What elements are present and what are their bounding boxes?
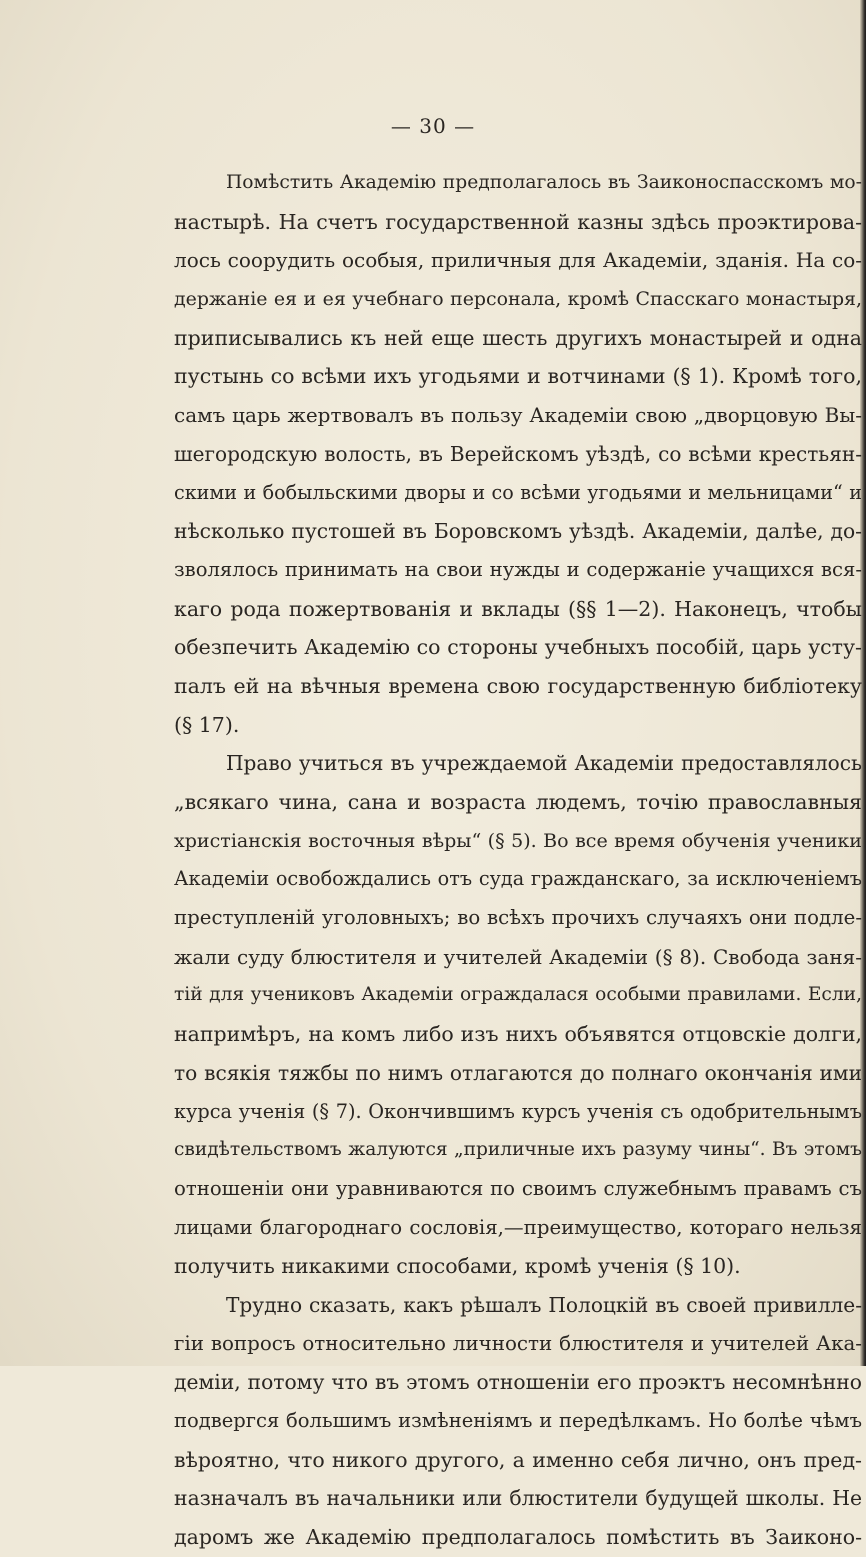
text-line: приписывались къ ней еще шесть другихъ монастырей и одна	[174, 325, 862, 350]
text-line: преступленій уголовныхъ; во всѣхъ прочихъ случаяхъ они подле-	[174, 906, 862, 930]
text-line: напримѣръ, на комъ либо изъ нихъ объявятся отцовскіе долги,	[174, 1022, 862, 1047]
text-line: пустынь со всѣми ихъ угодьями и вотчинами (§ 1). Кромѣ того,	[174, 364, 862, 389]
text-line: обезпечить Академію со стороны учебныхъ пособій, царь усту-	[174, 635, 862, 660]
text-line: свидѣтельствомъ жалуются „приличные ихъ разуму чины“. Въ этомъ	[174, 1139, 862, 1161]
text-line: (§ 17).	[174, 712, 240, 737]
text-line: курса ученія (§ 7). Окончившимъ курсъ ученія съ одобрительнымъ	[174, 1099, 862, 1123]
text-line: даромъ же Академію предполагалось помѣстить въ Заиконо-	[174, 1525, 862, 1550]
text-line: деміи, потому что въ этомъ отношеніи его проэктъ несомнѣнно	[174, 1370, 862, 1395]
text-line: каго рода пожертвованія и вклады (§§ 1—2). Наконецъ, чтобы	[174, 596, 862, 621]
text-line: вѣроятно, что никого другого, а именно себя лично, онъ пред-	[174, 1447, 862, 1472]
text-line: то всякія тяжбы по нимъ отлагаются до полнаго окончанія ими	[174, 1060, 862, 1085]
paragraph-2	[174, 744, 862, 1286]
text-line: палъ ей на вѣчныя времена свою государственную библіотеку	[174, 673, 862, 698]
text-line: жали суду блюстителя и учителей Академіи (§ 8). Свобода заня-	[174, 944, 862, 969]
text-line: Помѣстить Академію предполагалось въ Заиконоспасскомъ мо-	[226, 172, 862, 193]
paragraph-1	[174, 164, 862, 744]
text-line: Академіи освобождались отъ суда гражданскаго, за исключеніемъ	[174, 867, 862, 891]
text-line: держаніе ея и ея учебнаго персонала, кромѣ Спасскаго монастыря,	[174, 288, 862, 311]
text-line: получить никакими способами, кромѣ ученія (§ 10).	[174, 1254, 741, 1279]
text-line: христіанскія восточныя вѣры“ (§ 5). Во все время обученія ученики	[174, 829, 862, 852]
body-text	[174, 164, 862, 1557]
text-line: „всякаго чина, сана и возраста людемъ, точію православныя	[174, 790, 862, 814]
text-line: Трудно сказать, какъ рѣшалъ Полоцкій въ своей привилле-	[226, 1292, 862, 1317]
text-line: зволялось принимать на свои нужды и содержаніе учащихся вся-	[174, 557, 862, 581]
text-line: самъ царь жертвовалъ въ пользу Академіи свою „дворцовую Вы-	[174, 403, 862, 428]
page-number: — 30 —	[390, 114, 476, 138]
text-line: подвергся большимъ измѣненіямъ и передѣлкамъ. Но болѣе чѣмъ	[174, 1409, 862, 1432]
text-line: назначалъ въ начальники или блюстители будущей школы. Не	[174, 1486, 862, 1511]
text-line: отношеніи они уравниваются по своимъ служебнымъ правамъ съ	[174, 1176, 862, 1200]
text-line: нѣсколько пустошей въ Боровскомъ уѣздѣ. Академіи, далѣе, до-	[174, 519, 862, 544]
text-line: гіи вопросъ относительно личности блюстителя и учителей Ака-	[174, 1331, 862, 1355]
paragraph-3	[174, 1286, 862, 1557]
text-line: настырѣ. На счетъ государственной казны здѣсь проэктирова-	[174, 209, 862, 234]
text-line: шегородскую волость, въ Верейскомъ уѣздѣ, со всѣми крестьян-	[174, 441, 862, 466]
text-line: лицами благороднаго сословія,—преимущество, котораго нельзя	[174, 1215, 862, 1239]
text-line: лось соорудить особыя, приличныя для Академіи, зданія. На со-	[174, 248, 862, 273]
text-line: тій для учениковъ Академіи ограждалася особыми правилами. Если,	[174, 984, 862, 1006]
text-line: скими и бобыльскими дворы и со всѣми угодьями и мельницами“ и	[174, 480, 862, 504]
text-line: Право учиться въ учреждаемой Академіи предоставлялось	[226, 751, 862, 776]
